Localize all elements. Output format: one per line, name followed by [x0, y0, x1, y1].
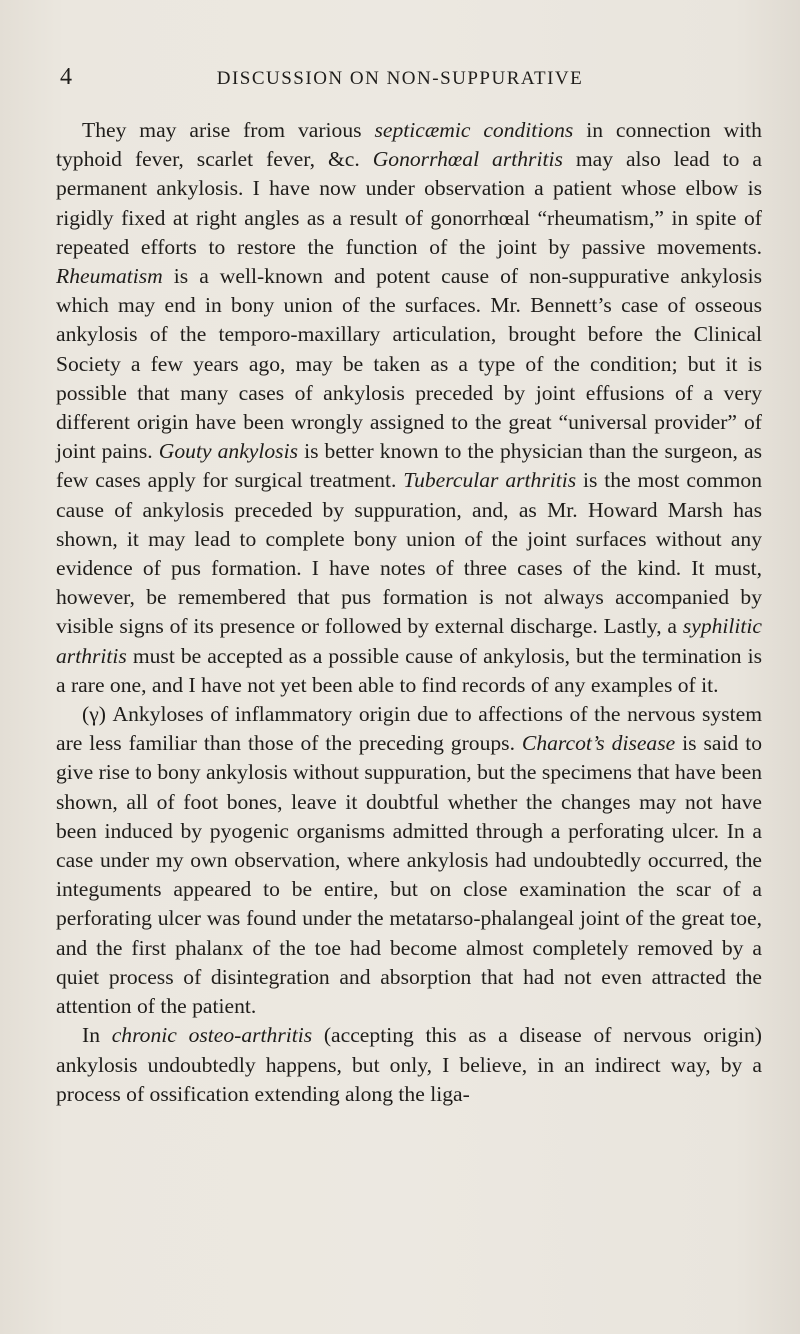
italic-text: chronic osteo-arthritis: [111, 1023, 313, 1048]
paragraph: [56, 1021, 762, 1109]
italic-text: syphilitic arthritis: [56, 614, 762, 668]
running-head: DISCUSSION ON NON-SUPPURATIVE: [216, 68, 584, 89]
text-run: In: [82, 1023, 112, 1048]
paragraph: [56, 116, 762, 700]
text-run: (accepting this as a disease of nervous origin) ankylosis undoubtedly happens, but only, I believe, in an indirect way, by a process of ossification extending along the liga-: [56, 1023, 763, 1106]
paragraph: [56, 700, 762, 1021]
text-run: is said to give rise to bony ankylosis without suppuration, but the specimens that have been shown, all of foot bones, leave it doubtful whether the changes may not have been induced by pyogenic organisms admitted through a perforating ulcer. In a case under my own observation, where ankylosis had undoubtedly occurred, the integuments appeared to be entire, but on close examination the scar of a perforating ulcer was found under the metatarso-phalangeal joint of the great toe, and the first phalanx of the toe had become almost completely removed by a quiet process of disintegration and absorption that had not even attracted the attention of the patient.: [56, 731, 762, 1019]
text-run: must be accepted as a possible cause of ankylosis, but the termination is a rare one, and I have not yet been able to find records of any examples of it.: [56, 643, 762, 697]
text-run: is a well-known and potent cause of non-suppurative ankylosis which may end in bony union of the surfaces. Mr. Bennett’s case of osseous ankylosis of the temporo-maxillary articulation, brought before the Clinical Society a few years ago, may be taken as a type of the condition; but it is possible that many cases of ankylosis preceded by joint effusions of a very different origin have been wrongly assigned to the great “universal provider” of joint pains.: [56, 264, 762, 464]
text-run: in connection with typhoid fever, scarlet fever, &c.: [56, 118, 762, 172]
italic-text: Gouty ankylosis: [158, 439, 298, 464]
italic-text: Charcot’s disease: [521, 731, 676, 756]
text-run: They may arise from various: [82, 118, 375, 142]
text-run: (γ) Ankyloses of inflammatory origin due to affections of the nervous system are less familiar than those of the preceding groups.: [56, 702, 762, 756]
text-run: is the most common cause of ankylosis preceded by suppuration, and, as Mr. Howard Marsh has shown, it may lead to complete bony union of the joint surfaces without any evidence of pus formation. I have notes of three cases of the kind. It must, however, be remembered that pus formation is not always accompanied by visible signs of its presence or followed by external discharge. Lastly, a: [56, 468, 762, 639]
page-header: [0, 64, 800, 94]
text-run: is better known to the physician than the surgeon, as few cases apply for surgical treatment.: [56, 439, 763, 493]
italic-text: septicæmic conditions: [374, 118, 574, 142]
italic-text: Tubercular arthritis: [403, 468, 577, 493]
text-run: may also lead to a permanent ankylosis. I have now under observation a patient whose elbow is rigidly fixed at right angles as a result of gonorrhœal “rheumatism,” in spite of repeated efforts to restore the function of the joint by passive movements.: [56, 147, 762, 259]
page-number: 4: [60, 64, 72, 90]
body-text: [56, 116, 762, 1109]
italic-text: Gonorrhœal arthritis: [372, 147, 563, 172]
italic-text: Rheumatism: [56, 264, 163, 289]
